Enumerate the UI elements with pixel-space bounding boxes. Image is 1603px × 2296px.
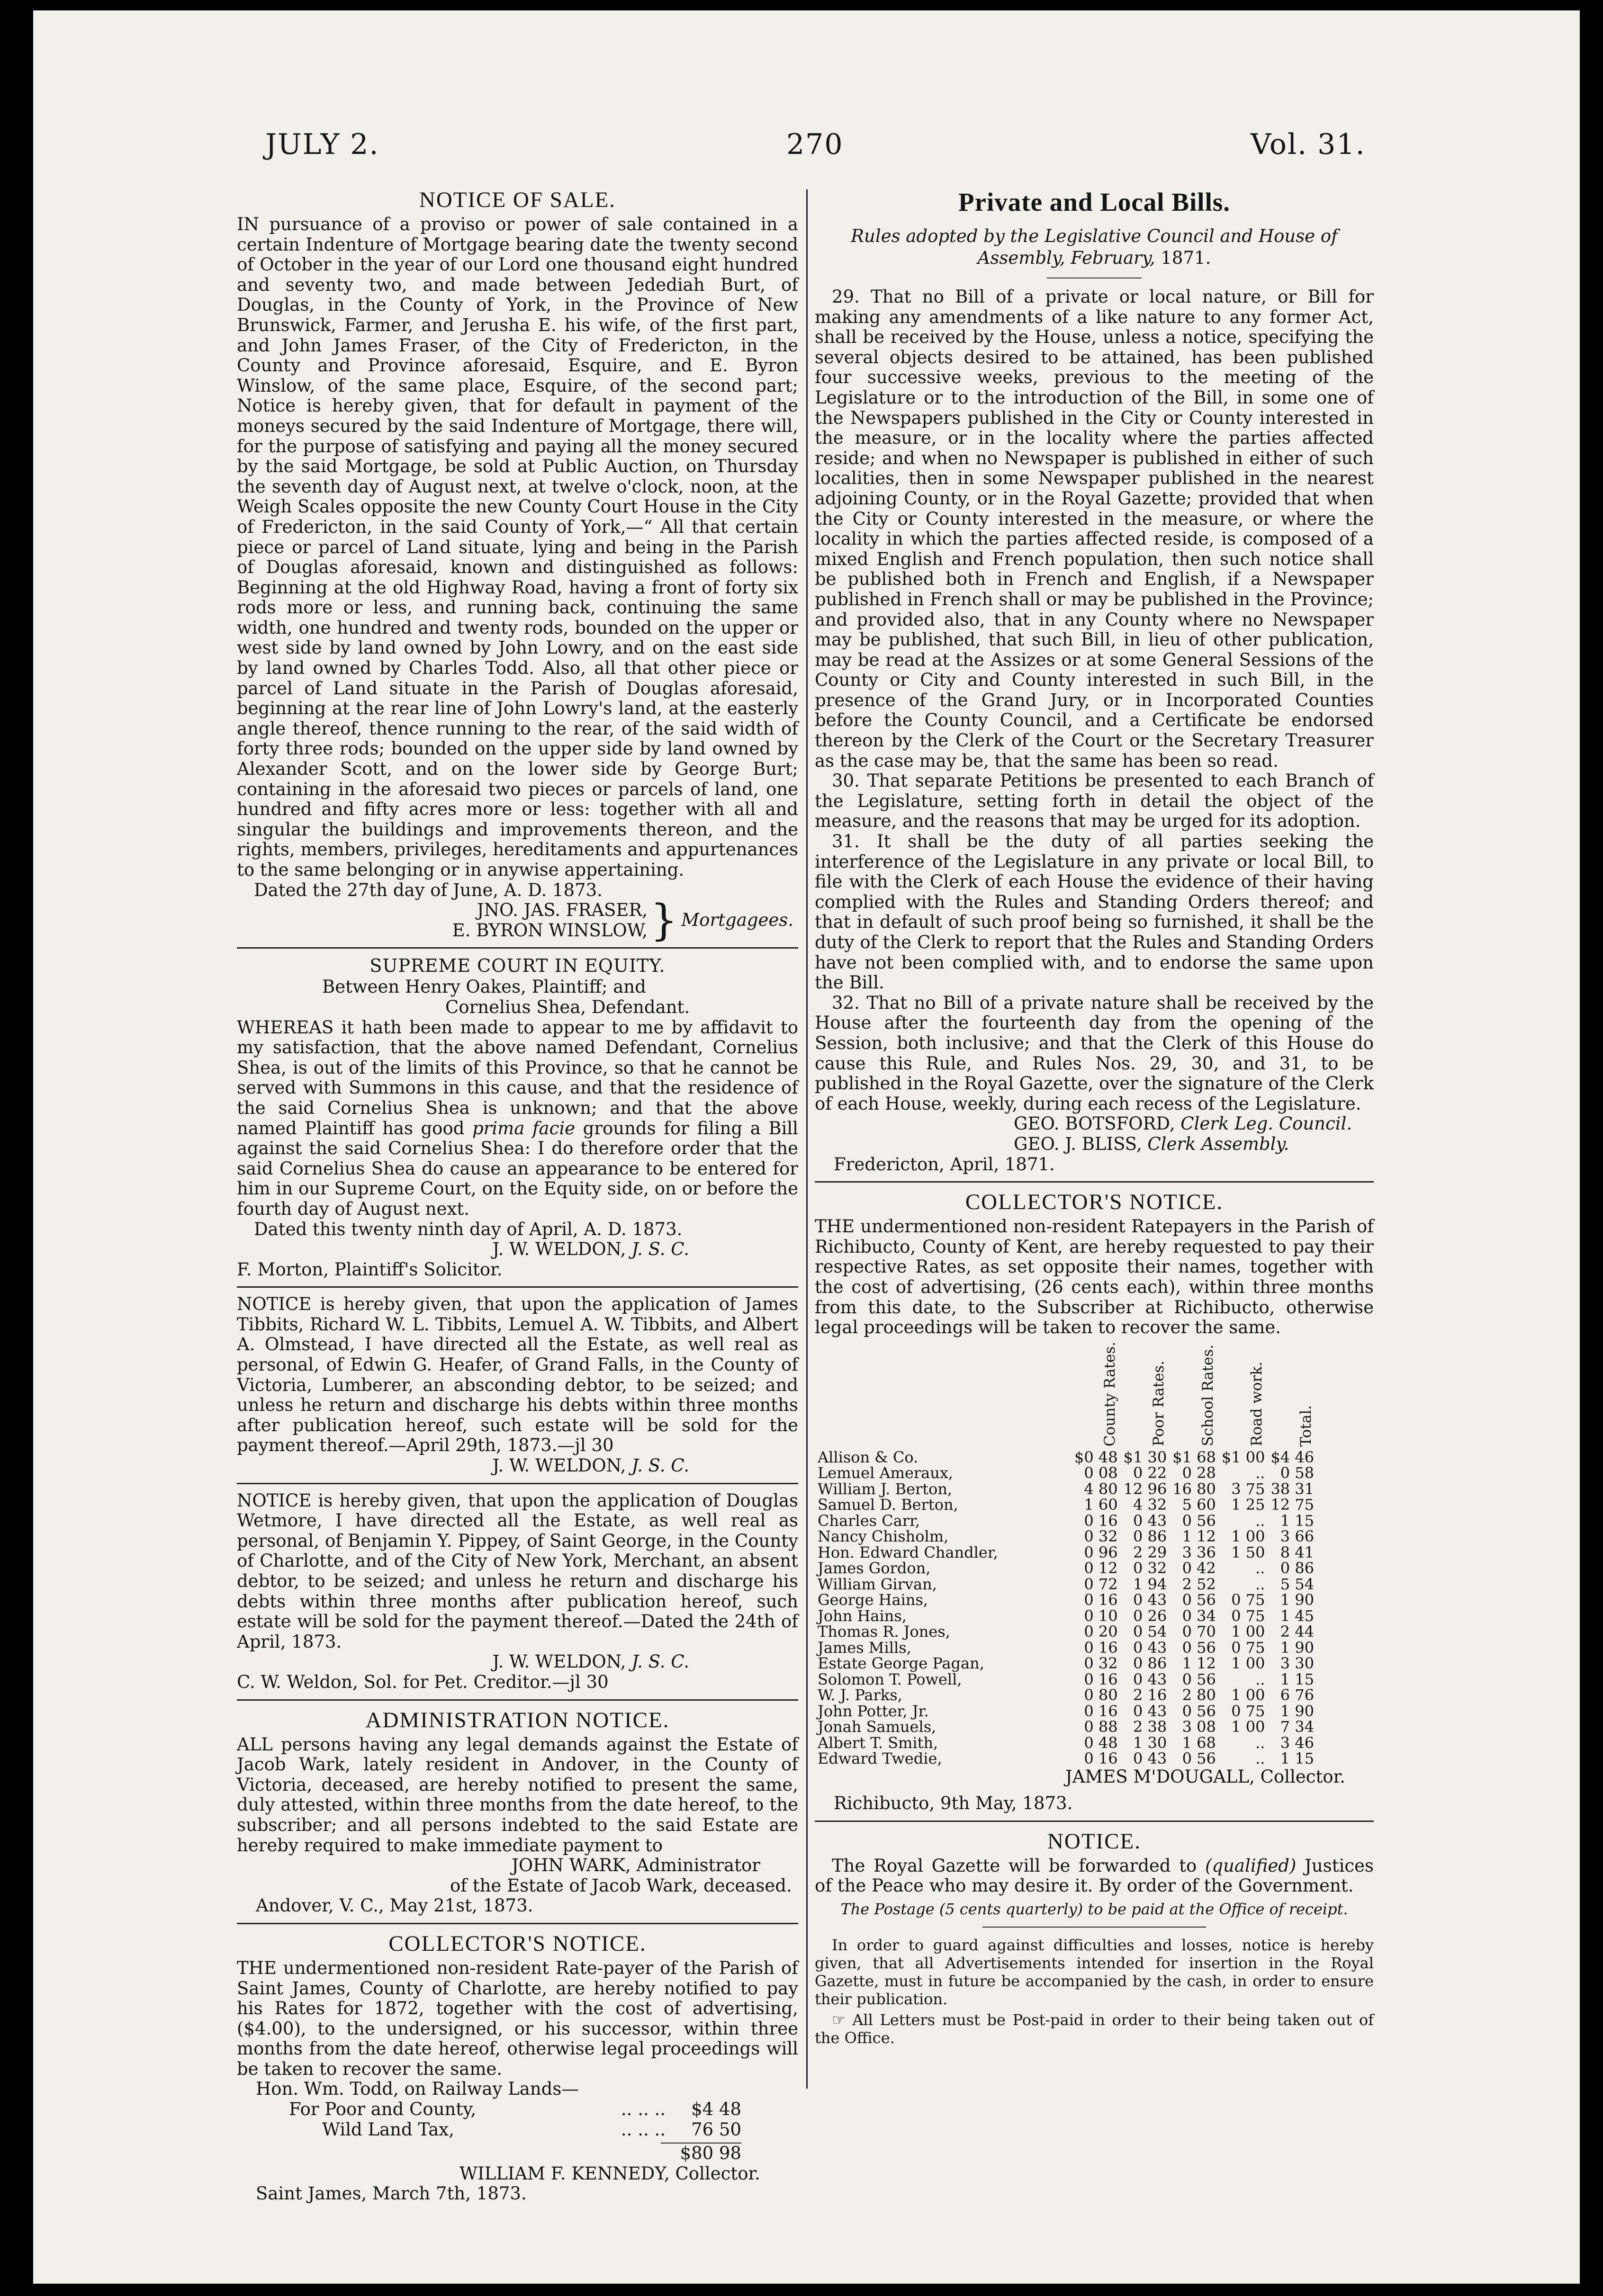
rate-value: 0 56 <box>1182 1670 1216 1688</box>
rate-value: 0 08 <box>1084 1464 1118 1482</box>
issue-date: JULY 2. <box>265 128 379 161</box>
collector-left-place-date: Saint James, March 7th, 1873. <box>256 2183 527 2204</box>
rate-value: 38 31 <box>1270 1480 1315 1498</box>
rate-value: 1 15 <box>1280 1749 1315 1768</box>
rate-value: 1 00 <box>1231 1623 1265 1641</box>
rate-value: 0 86 <box>1133 1527 1167 1546</box>
rates-row <box>815 1577 1317 1593</box>
ratepayer-name: Charles Carr, <box>818 1511 920 1530</box>
divider <box>815 1181 1374 1183</box>
supreme-court-judge: J. W. WELDON, J. S. C. <box>492 1239 689 1260</box>
notice-of-sale-title: NOTICE OF SALE. <box>419 188 616 212</box>
rate-value: 0 42 <box>1182 1559 1216 1578</box>
rate-value: .. <box>1255 1749 1265 1768</box>
rate-value: 0 16 <box>1084 1702 1118 1720</box>
mortgagee-2: E. BYRON WINSLOW, <box>452 920 648 941</box>
rates-row <box>815 1608 1317 1624</box>
mortgagees-signature <box>237 895 798 945</box>
rate-value: 0 75 <box>1231 1638 1265 1657</box>
rates-row <box>815 1704 1317 1720</box>
column-header-county: County Rates. <box>1101 1341 1118 1447</box>
ratepayer-name: W. J. Parks, <box>818 1686 902 1704</box>
rate-value: .. <box>1255 1733 1265 1752</box>
rates-row <box>815 1656 1317 1672</box>
ratepayer-name: James Mills, <box>818 1638 911 1657</box>
ratepayer-name: John Potter, Jr. <box>818 1702 929 1720</box>
rate-value: 0 56 <box>1182 1749 1216 1768</box>
supreme-court-solicitor: F. Morton, Plaintiff's Solicitor. <box>237 1259 503 1280</box>
notice-of-sale <box>237 187 798 945</box>
supreme-court-parties-1: Between Henry Oakes, Plaintiff; and <box>322 977 646 997</box>
rate-value: 0 75 <box>1231 1606 1265 1625</box>
page-number: 270 <box>786 128 844 161</box>
volume-number: Vol. 31. <box>1251 128 1366 161</box>
rate-value: 0 88 <box>1084 1718 1118 1736</box>
rates-header-row <box>815 1341 1317 1450</box>
rates-row <box>815 1735 1317 1751</box>
collector-right-place-date: Richibucto, 9th May, 1873. <box>834 1793 1073 1814</box>
notice-wetmore-solicitor: C. W. Weldon, Sol. for Pet. Creditor.—jl 30 <box>237 1671 609 1692</box>
column-header-total: Total. <box>1297 1405 1315 1447</box>
gazette-notice <box>815 1829 1374 2047</box>
rule-29: 29. That no Bill of a private or local nature, or Bill for making any amendments of a like nature to any former Act, shall be received by the House, unless a notice, specifying the several objects desired to be attained, has been published four successive weeks, previous to the meeting of the Legislature or to the introduction of the Bill, in some one of the Newspapers published in the City or County interested in the measure, or in the locality where the parties affected reside; and when no Newspaper is published in either of such localities, then in some Newspaper published in the nearest adjoining County, or in the Royal Gazette; provided that when the City or County interested in the measure, or where the locality in which the parties affected reside, is composed of a mixed English and French population, then such notice shall be published both in French and English, if a Newspaper published in French shall or may be published in the Province; and provided also, that in any County where no Newspaper may be published, that such Bill, in lieu of other publication, may be read at the Assizes or at some General Sessions of the County or City and County interested in such Bill, in the presence of the Grand Jury, or in Incorporated Counties before the County Council, and a Certificate be endorsed thereon by the Clerk of the Court or the Secretary Treasurer as the case may be, that the same has been so read. <box>815 287 1374 771</box>
rate-value: 2 29 <box>1133 1543 1167 1561</box>
rate-value: 1 90 <box>1280 1638 1315 1657</box>
divider <box>237 1699 798 1701</box>
ratepayer-name: Thomas R. Jones, <box>818 1623 950 1641</box>
rates-row <box>815 1719 1317 1735</box>
rate-value: 1 12 <box>1182 1527 1216 1546</box>
rate-value: $1 30 <box>1123 1448 1167 1466</box>
rate-value: 12 75 <box>1270 1496 1315 1514</box>
rate-value: 0 54 <box>1133 1623 1167 1641</box>
ratepayer-name: William Girvan, <box>818 1575 937 1593</box>
rate-value: 0 43 <box>1133 1749 1167 1768</box>
collector-left-line-1: For Poor and County, .. .. .. $4 48 <box>289 2099 741 2120</box>
ratepayer-name: John Hains, <box>818 1606 907 1625</box>
guard-notice: In order to guard against difficulties and losses, notice is hereby given, that all Advertisements intended for insertion in the Royal Gazette, must in future be accompanied by the cash, in order to ensure their publication. <box>815 1936 1374 2009</box>
rates-row <box>815 1450 1317 1466</box>
rate-value: 0 86 <box>1133 1654 1167 1673</box>
ratepayer-name: Estate George Pagan, <box>818 1654 984 1673</box>
collector-left-title: COLLECTOR'S NOTICE. <box>388 1931 647 1956</box>
rate-value: 1 90 <box>1280 1702 1315 1720</box>
rates-row <box>815 1465 1317 1481</box>
rate-value: 1 94 <box>1133 1575 1167 1593</box>
rate-value: 6 76 <box>1280 1686 1315 1704</box>
letters-notice: ☞ All Letters must be Post-paid in order to their being taken out of the Office. <box>815 2011 1374 2047</box>
rate-value: 0 43 <box>1133 1670 1167 1688</box>
rates-row <box>815 1561 1317 1577</box>
rule-32: 32. That no Bill of a private nature shall be received by the House after the fourteenth day from the opening of the Session, both inclusive; and that the Clerk of this House do cause this Rule, and Rules Nos. 29, 30, and 31, to be published in the Royal Gazette, over the signature of the Clerk of each House, weekly, during each recess of the Legislature. <box>815 992 1374 1114</box>
rates-row <box>815 1529 1317 1545</box>
rate-value: 1 60 <box>1084 1496 1118 1514</box>
rate-value: $1 00 <box>1221 1448 1265 1466</box>
rule-31: 31. It shall be the duty of all parties seeking the interference of the Legislature in any private or local Bill, to file with the Clerk of each House the evidence of their having complied with the Rules and Standing Orders thereof; and that in default of such proof being so furnished, it shall be the duty of the Clerk to report that the Rules and Standing Orders have not been complied with, and to endorse the same upon the Bill. <box>815 831 1374 993</box>
column-divider <box>806 189 808 2089</box>
rate-value: 0 32 <box>1133 1559 1167 1578</box>
collector-right-signer: JAMES M'DOUGALL, Collector. <box>1065 1766 1345 1787</box>
rate-value: 3 30 <box>1280 1654 1315 1673</box>
collector-left-item: Hon. Wm. Todd, on Railway Lands— <box>256 2079 579 2099</box>
collector-left-total: $80 98 <box>680 2143 741 2164</box>
divider <box>237 1923 798 1924</box>
rate-value: 16 80 <box>1172 1480 1216 1498</box>
ratepayer-name: George Hains, <box>818 1591 928 1609</box>
private-local-bills <box>815 187 1374 1175</box>
rates-row <box>815 1687 1317 1704</box>
rate-value: 0 16 <box>1084 1670 1118 1688</box>
left-column <box>237 187 798 2204</box>
rate-value: 1 90 <box>1280 1591 1315 1609</box>
collector-right-body: THE undermentioned non-resident Ratepayers in the Parish of Richibucto, County of Kent, are hereby requested to pay their respective Rates, as set opposite their names, together with the cost of advertising, (26 cents each), within three months from this date, to the Subscriber at Richibucto, otherwise legal proceedings will be taken to recover the same. <box>815 1216 1374 1338</box>
rate-value: 5 54 <box>1280 1575 1315 1593</box>
rate-value: 0 34 <box>1182 1606 1216 1625</box>
rate-value: 1 00 <box>1231 1686 1265 1704</box>
rate-value: 0 56 <box>1182 1638 1216 1657</box>
rate-value: $0 48 <box>1074 1448 1118 1466</box>
rate-value: 0 20 <box>1084 1623 1118 1641</box>
ratepayer-name: Jonah Samuels, <box>818 1718 937 1736</box>
collector-left-signer: WILLIAM F. KENNEDY, Collector. <box>459 2163 760 2184</box>
brace-glyph: } <box>650 895 678 945</box>
private-bills-title: Private and Local Bills. <box>958 188 1230 216</box>
notice-tibbits <box>237 1294 798 1476</box>
rate-value: 0 16 <box>1084 1511 1118 1530</box>
ratepayer-name: Solomon T. Powell, <box>818 1670 962 1688</box>
administration-signer-2: of the Estate of Jacob Wark, deceased. <box>450 1875 792 1896</box>
rate-value: 2 38 <box>1133 1718 1167 1736</box>
rate-value: 0 26 <box>1133 1606 1167 1625</box>
rate-value: 0 16 <box>1084 1749 1118 1768</box>
rate-value: $1 68 <box>1172 1448 1216 1466</box>
private-bills-place-date: Fredericton, April, 1871. <box>834 1154 1055 1175</box>
gazette-notice-body: The Royal Gazette will be forwarded to (qualified) Justices of the Peace who may desire it. By order of the Government. <box>815 1855 1374 1896</box>
rate-value: 1 25 <box>1231 1496 1265 1514</box>
rate-value: .. <box>1255 1670 1265 1688</box>
supreme-court-notice <box>237 955 798 1280</box>
rate-value: 0 56 <box>1182 1511 1216 1530</box>
supreme-court-dated: Dated this twenty ninth day of April, A. D. 1873. <box>254 1219 683 1239</box>
rate-value: 0 96 <box>1084 1543 1118 1561</box>
ratepayer-name: Edward Twedie, <box>818 1749 942 1768</box>
rates-row <box>815 1640 1317 1656</box>
rate-value: 0 16 <box>1084 1591 1118 1609</box>
administration-place-date: Andover, V. C., May 21st, 1873. <box>256 1895 533 1916</box>
rate-value: 0 32 <box>1084 1527 1118 1546</box>
rate-value: .. <box>1255 1559 1265 1578</box>
rates-row <box>815 1481 1317 1498</box>
rate-value: 2 52 <box>1182 1575 1216 1593</box>
rate-value: 3 66 <box>1280 1527 1315 1546</box>
divider <box>815 1821 1374 1822</box>
rate-value: 0 43 <box>1133 1702 1167 1720</box>
rate-value: 0 72 <box>1084 1575 1118 1593</box>
notice-of-sale-body: IN pursuance of a proviso or power of sale contained in a certain Indenture of Mortgage bearing date the twenty second of October in the year of our Lord one thousand eight hundred and seventy two, and made between Jedediah Burt, of Douglas, in the County of York, in the Province of New Brunswick, Farmer, and Jerusha E. his wife, of the first part, and John James Fraser, of the City of Fredericton, in the County and Province aforesaid, Esquire, and E. Byron Winslow, of the same place, Esquire, of the second part; Notice is hereby given, that for default in payment of the moneys secured by the said Indenture of Mortgage, there will, for the purpose of satisfying and paying all the money secured by the said Mortgage, be sold at Public Auction, on Thursday the seventh day of August next, at twelve o'clock, noon, at the Weigh Scales opposite the new County Court House in the City of Fredericton, in the said County of York,—“ All that certain piece or parcel of Land situate, lying and being in the Parish of Douglas aforesaid, known and distinguished as follows: Beginning at the old Highway Road, having a front of forty six rods more or less, and running back, continuing the same width, one hundred and twenty rods, bounded on the upper or west side by land owned by John Lowry, and on the east side by land owned by Charles Todd. Also, all that other piece or parcel of Land situate in the Parish of Douglas aforesaid, beginning at the rear line of John Lowry's land, at the easterly angle thereof, thence running to the rear, of the said width of forty three rods; bounded on the upper side by land owned by Alexander Scott, and on the lower side by George Burt; containing in the aforesaid two pieces or parcels of land, one hundred and fifty acres more or less: together with all and singular the buildings and improvements thereon, and the rights, members, privileges, hereditaments and appurtenances to the same belonging or in anywise appertaining. <box>237 214 798 880</box>
short-divider <box>982 1927 1206 1928</box>
gazette-notice-title: NOTICE. <box>1047 1829 1142 1854</box>
administration-title: ADMINISTRATION NOTICE. <box>365 1707 670 1732</box>
notice-wetmore-body: NOTICE is hereby given, that upon the application of Douglas Wetmore, I have directed all the Estate, as well real as personal, of Benjamin Y. Pippey, of Saint George, in the County of Charlotte, and of the City of New York, Merchant, an absent debtor, to be seized; and unless he return and discharge his debts within three months after publication hereof, such estate will be sold for the payment thereof.—Dated the 24th of April, 1873. <box>237 1490 798 1652</box>
mortgagees-label: Mortgagees. <box>681 910 793 931</box>
divider <box>237 1286 798 1288</box>
rates-row <box>815 1497 1317 1513</box>
ratepayer-name: Allison & Co. <box>818 1448 919 1466</box>
bliss-signature: GEO. J. BLISS, Clerk Assembly. <box>1014 1133 1289 1154</box>
rate-value: 2 44 <box>1280 1623 1315 1641</box>
rates-table <box>815 1341 1317 1767</box>
rate-value: 1 12 <box>1182 1654 1216 1673</box>
divider <box>237 947 798 949</box>
rate-value: .. <box>1255 1511 1265 1530</box>
collector-right-title: COLLECTOR'S NOTICE. <box>965 1190 1224 1215</box>
rate-value: 3 08 <box>1182 1718 1216 1736</box>
rate-value: 0 22 <box>1133 1464 1167 1482</box>
collector-left-body: THE undermentioned non-resident Rate-payer of the Parish of Saint James, County of Charlotte, are hereby notified to pay his Rates for 1872, together with the cost of advertising, ($4.00), to the undersigned, or his successor, within three months from the date hereof, otherwise legal proceedings will be taken to recover the same. <box>237 1957 798 2079</box>
right-column <box>815 187 1374 2047</box>
rate-value: 1 00 <box>1231 1654 1265 1673</box>
rate-value: 1 68 <box>1182 1733 1216 1752</box>
rate-value: 12 96 <box>1123 1480 1167 1498</box>
column-header-road: Road work. <box>1248 1362 1266 1447</box>
rate-value: .. <box>1255 1575 1265 1593</box>
rates-row <box>815 1545 1317 1561</box>
administration-body: ALL persons having any legal demands against the Estate of Jacob Wark, lately resident in Andover, in the County of Victoria, deceased, are hereby notified to present the same, duly attested, within three months from the date hereof, to the subscriber; and all persons indebted to the said Estate are hereby required to make immediate payment to <box>237 1734 798 1856</box>
notice-wetmore-judge: J. W. WELDON, J. S. C. <box>492 1651 689 1672</box>
collector-notice-saint-james <box>237 1931 798 2204</box>
rates-row <box>815 1592 1317 1608</box>
rate-value: 0 86 <box>1280 1559 1315 1578</box>
notice-tibbits-judge: J. W. WELDON, J. S. C. <box>492 1455 689 1476</box>
notice-wetmore <box>237 1491 798 1693</box>
administration-signer: JOHN WARK, Administrator <box>512 1855 760 1876</box>
rate-value: 0 32 <box>1084 1654 1118 1673</box>
rate-value: 0 12 <box>1084 1559 1118 1578</box>
mortgagee-1: JNO. JAS. FRASER, <box>477 900 648 921</box>
rate-value: 4 80 <box>1084 1480 1118 1498</box>
rate-value: 0 70 <box>1182 1623 1216 1641</box>
ratepayer-name: Albert T. Smith, <box>818 1733 938 1752</box>
ratepayer-name: Lemuel Ameraux, <box>818 1464 954 1482</box>
column-header-school: School Rates. <box>1199 1345 1216 1447</box>
rate-value: 7 34 <box>1280 1718 1315 1736</box>
rate-value: 1 00 <box>1231 1718 1265 1736</box>
rate-value: 3 46 <box>1280 1733 1315 1752</box>
rate-value: 2 16 <box>1133 1686 1167 1704</box>
ratepayer-name: William J. Berton, <box>818 1480 953 1498</box>
postage-note: The Postage (5 cents quarterly) to be paid at the Office of receipt. <box>840 1900 1348 1919</box>
notice-of-sale-dated: Dated the 27th day of June, A. D. 1873. <box>254 879 603 900</box>
collector-notice-richibucto <box>815 1189 1374 1814</box>
ratepayer-name: Samuel D. Berton, <box>818 1496 958 1514</box>
collector-left-line-2: Wild Land Tax, .. .. .. 76 50 <box>322 2119 741 2140</box>
rate-value: 0 16 <box>1084 1638 1118 1657</box>
rate-value: 1 30 <box>1133 1733 1167 1752</box>
rates-row <box>815 1624 1317 1640</box>
rate-value: 0 58 <box>1280 1464 1315 1482</box>
rate-value: 5 60 <box>1182 1496 1216 1514</box>
rate-value: 1 00 <box>1231 1527 1265 1546</box>
rate-value: 0 56 <box>1182 1702 1216 1720</box>
rate-value: 0 28 <box>1182 1464 1216 1482</box>
rate-value: 0 56 <box>1182 1591 1216 1609</box>
rate-value: 0 75 <box>1231 1591 1265 1609</box>
botsford-signature: GEO. BOTSFORD, Clerk Leg. Council. <box>1014 1113 1352 1134</box>
ratepayer-name: James Gordon, <box>818 1559 931 1578</box>
administration-notice <box>237 1707 798 1916</box>
rate-value: 3 75 <box>1231 1480 1265 1498</box>
rate-value: 1 15 <box>1280 1511 1315 1530</box>
supreme-court-parties-2: Cornelius Shea, Defendant. <box>445 996 690 1017</box>
rate-value: 0 80 <box>1084 1686 1118 1704</box>
rate-value: 0 75 <box>1231 1702 1265 1720</box>
rate-value: 4 32 <box>1133 1496 1167 1514</box>
rate-value: 3 36 <box>1182 1543 1216 1561</box>
rate-value: 0 43 <box>1133 1511 1167 1530</box>
notice-tibbits-body: NOTICE is hereby given, that upon the application of James Tibbits, Richard W. L. Tibbits, Lemuel A. W. Tibbits, and Albert A. Olmstead, I have directed all the Estate, as well real as personal, of Edwin G. Heafer, of Grand Falls, in the County of Victoria, Lumberer, an absconding debtor, to be seized; and unless he return and discharge his debts within three months after publication hereof, such estate will be sold for the payment thereof.—April 29th, 1873.—jl 30 <box>237 1294 798 1456</box>
rate-value: 8 41 <box>1280 1543 1315 1561</box>
rate-value: 0 48 <box>1084 1733 1118 1752</box>
supreme-court-title: SUPREME COURT IN EQUITY. <box>369 955 666 977</box>
rate-value: 0 43 <box>1133 1591 1167 1609</box>
ratepayer-name: Hon. Edward Chandler, <box>818 1543 998 1561</box>
rate-value: 1 15 <box>1280 1670 1315 1688</box>
supreme-court-body: WHEREAS it hath been made to appear to me by affidavit to my satisfaction, that the above named Defendant, Cornelius Shea, is out of the limits of this Province, so that he cannot be served with Summons in this cause, and that the residence of the said Cornelius Shea is unknown; and that the above named Plaintiff has good prima facie grounds for filing a Bill against the said Cornelius Shea: I do therefore order that the said Cornelius Shea do cause an appearance to be entered for him in our Supreme Court, on the Equity side, on or before the fourth day of August next. <box>237 1017 799 1219</box>
divider <box>237 1483 798 1484</box>
rate-value: 1 50 <box>1231 1543 1265 1561</box>
pointing-hand-icon: ☞ <box>832 2011 846 2029</box>
rate-value: .. <box>1255 1464 1265 1482</box>
rate-value: 2 80 <box>1182 1686 1216 1704</box>
rates-row <box>815 1672 1317 1688</box>
private-bills-subtitle: Rules adopted by the Legislative Council and House of Assembly, February, 1871. <box>851 226 1338 268</box>
rate-value: $4 46 <box>1270 1448 1315 1466</box>
column-header-poor: Poor Rates. <box>1150 1361 1168 1447</box>
rule-30: 30. That separate Petitions be presented to each Branch of the Legislature, setting forth in detail the object of the measure, and the reasons that may be urged for its adoption. <box>815 771 1374 832</box>
rates-row <box>815 1751 1317 1767</box>
rate-value: 0 10 <box>1084 1606 1118 1625</box>
rate-value: 0 43 <box>1133 1638 1167 1657</box>
rates-row <box>815 1513 1317 1529</box>
rate-value: 1 45 <box>1280 1606 1315 1625</box>
ratepayer-name: Nancy Chisholm, <box>818 1527 949 1546</box>
